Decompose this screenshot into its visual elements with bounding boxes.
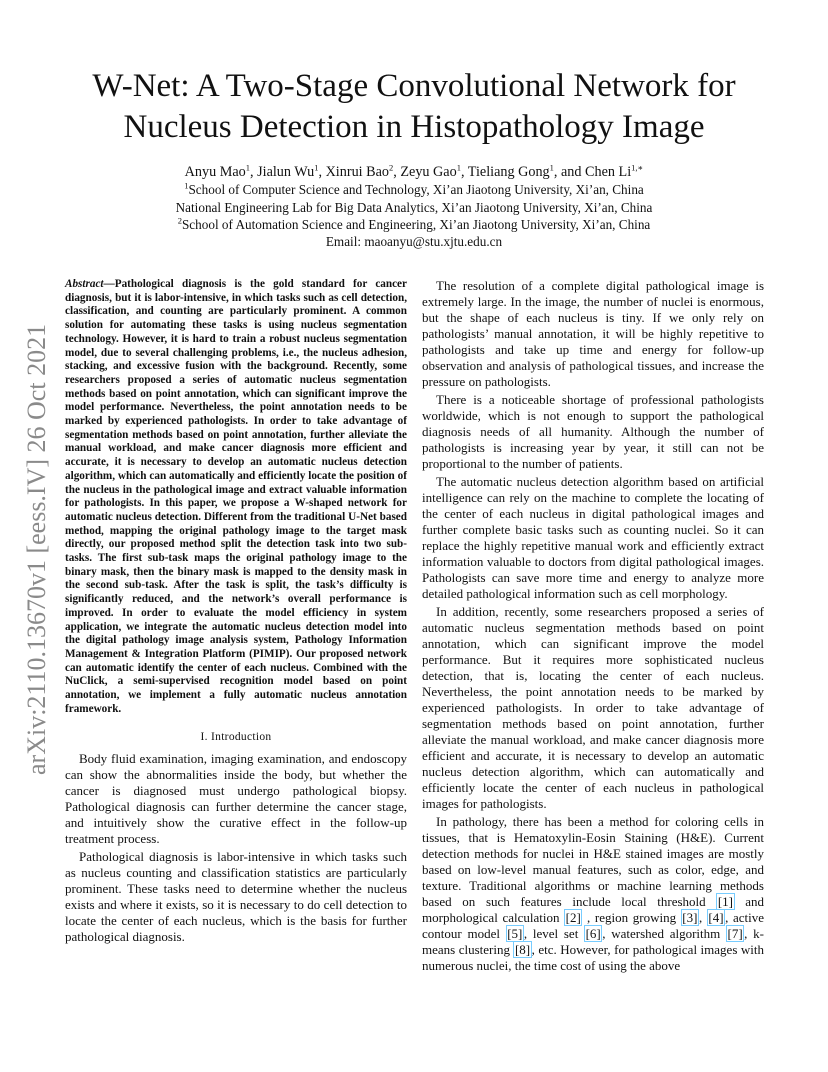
paragraph: In addition, recently, some researchers proposed a series of automatic nucleus segmentation methods based on point annotation, which can significant improve the model performance. But it requires more sophisticated nucleus detection, that is, locating the center of each nucleus. Nevertheless, the point annotation needs to be marked by experienced pathologists. In order to take advantage of segmentation methods based on point annotation, further alleviate the manual workload, and make cancer diagnosis more efficient and accurate, it is necessary to develop an automatic nucleus detection algorithm, which can automatically and efficiently locate the center of each nucleus in pathological images for pathologists. xyxy=(422,604,764,811)
author-affiliation-mark: 1 xyxy=(245,162,251,173)
author-affiliation-mark: 1 xyxy=(456,162,461,173)
citation-link[interactable]: [5] xyxy=(507,926,523,941)
citation-link[interactable]: [1] xyxy=(717,894,734,909)
paragraph-text: , level set xyxy=(523,926,585,941)
paragraph-text: , etc. However, for pathological images with numerous nuclei, the time cost of using the above xyxy=(422,942,764,973)
author: Chen Li xyxy=(585,164,632,180)
paragraph-text: , active contour model xyxy=(422,910,765,941)
affiliation-mark: 1 xyxy=(184,180,189,191)
paper-title xyxy=(40,66,788,148)
paragraph: The automatic nucleus detection algorithm based on artificial intelligence can rely on the machine to complete the locating of the center of each nucleus in digital pathological images and further complete basic tasks such as counting nuclei. So it can replace the highly repetitive manual work and efficiently extract information valuable to doctors from digital pathological images. Pathologists can save more time and energy to analyze more detailed pathological information such as cell morphology. xyxy=(422,474,764,601)
paragraph: The resolution of a complete digital pathological image is extremely large. In the image, the number of nuclei is enormous, but the shape of each nucleus is tiny. If we only rely on pathologists’ manual annotation, it will be highly repetitive to pathologists and take up time and energy for follow-up observation and analysis of pathological tissues, and increase the pressure on pathologists. xyxy=(422,278,764,389)
citation-link[interactable]: [6] xyxy=(585,926,601,941)
arxiv-identifier: arXiv:2110.13670v1 [eess.IV] 26 Oct 2021 xyxy=(22,323,51,775)
paragraph: There is a noticeable shortage of professional pathologists worldwide, which is not enough to support the pathological diagnosis needs of all humanity. Although the number of pathologists is increasing year by year, it still can not be proportional to the number of patients. xyxy=(422,392,764,471)
affiliation-1 xyxy=(40,181,788,199)
paragraph-text: , watershed algorithm xyxy=(602,926,726,941)
author: Tieliang Gong xyxy=(467,164,550,180)
affiliation-1b: National Engineering Lab for Big Data Analytics, Xi’an Jiaotong University, Xi’an, China xyxy=(175,200,653,215)
author-affiliation-mark: 1 xyxy=(549,162,554,173)
author: Jialun Wu xyxy=(257,164,315,180)
author: Zeyu Gao xyxy=(400,164,457,180)
citation-link[interactable]: [3] xyxy=(682,910,698,925)
author: Xinrui Bao xyxy=(325,164,390,180)
abstract-label: Abstract xyxy=(65,278,104,290)
affiliation-2 xyxy=(40,216,788,234)
paragraph xyxy=(422,814,764,974)
section-heading-introduction: I. Introduction xyxy=(200,730,272,743)
paragraph: Body fluid examination, imaging examination, and endoscopy can show the abnormalities inside the body, but whether the cancer is diagnosed must undergo pathological biopsy. Pathological diagnosis can further determine the cancer stage, and intuitively show the curative effect in the follow-up treatment process. xyxy=(65,750,407,846)
author-list: Anyu Mao$^1$, Jialun Wu$^1$, Xinrui Bao$^2$, Zeyu Gao$^1$, Tieliang Gong$^1$, and Chen $Li^{1,∗}$ xyxy=(184,162,644,180)
affiliation-mark: 2 xyxy=(177,215,182,226)
abstract-text: —Pathological diagnosis is the gold standard for cancer diagnosis, but it is labor-intensive, in which tasks such as cell detection, classification, and counting are particularly prominent. A common solution for automating these tasks is using nucleus segmentation technology. However, it is hard to train a robust nucleus segmentation model, due to several challenging problems, i.e., the nucleus adhesion, stacking, and excessive fusion with the background. Recently, some researchers proposed a series of automatic nucleus segmentation methods based on point annotation, which can significant improve the model performance. Nevertheless, the point annotation needs to be marked by experienced pathologists. In order to take advantage of segmentation methods based on point annotation, further alleviate the manual workload, and make cancer diagnosis more efficient and accurate, it is necessary to develop an automatic nucleus detection algorithm, which can automatically and efficiently locate the position of the nucleus in the pathological image and extract valuable information for pathologists. In this paper, we propose a W-shaped network for automatic nucleus detection. Different from the traditional U-Net based method, mapping the original pathology image to the target mask directly, our proposed method split the detection task into two sub-tasks. The first sub-task maps the original pathology image to the binary mask, then the binary mask is mapped to the density mask in the second sub-task. After the task is split, the task’s difficulty is significantly reduced, and the network’s overall performance is improved. In order to evaluate the model efficiency in system application, we integrate the automatic nucleus detection model into the digital pathology image analysis system, Pathology Information Management & Integration Platform (PIMIP). Our proposed network can automatic identify the center of each nucleus. Combined with the NuClick, a semi-supervised recognition model based on point annotation, we implement a fully automatic nucleus annotation framework. xyxy=(65,278,407,715)
title-line-2: Nucleus Detection in Histopathology Image xyxy=(123,109,705,145)
abstract xyxy=(65,278,407,717)
citation-link[interactable]: [8] xyxy=(514,942,531,957)
author: Anyu Mao xyxy=(184,164,246,180)
paragraph-text: , region growing xyxy=(582,910,681,925)
author-affiliation-mark: 2 xyxy=(389,162,394,173)
author-email: Email: maoanyu@stu.xjtu.edu.cn xyxy=(325,234,503,249)
paragraph-text: and morphological calculation xyxy=(422,894,764,925)
title-line-1: W-Net: A Two-Stage Convolutional Network for xyxy=(92,68,736,104)
left-column xyxy=(65,278,407,945)
citation-link[interactable]: [2] xyxy=(565,910,581,925)
affiliation-text: School of Computer Science and Technology, Xi’an Jiaotong University, Xi’an, China xyxy=(188,182,644,197)
right-column xyxy=(422,278,764,974)
citation-link[interactable]: [4] xyxy=(708,910,724,925)
paragraph-text: In pathology, there has been a method for coloring cells in tissues, that is Hematoxylin-Eosin Staining (H&E). Current detection methods for nuclei in H&E stained images are mostly based on low-level manual features, such as color, edge, and texture. Traditional algorithms or machine learning methods based on such features include local threshold xyxy=(422,814,764,909)
paragraph-text: , k-means clustering xyxy=(422,926,764,957)
affiliation-text: School of Automation Science and Engineering, Xi’an Jiaotong University, Xi’an, China xyxy=(181,217,651,232)
paragraph-text: , xyxy=(698,910,707,925)
paragraph: Pathological diagnosis is labor-intensive in which tasks such as nucleus counting and classification statistics are particularly prominent. These tasks need to determine whether the nucleus exists and where it exists, so it is necessary to do cell detection to locate the center of each nucleus, which is the basis for further pathological diagnosis. xyxy=(65,848,407,944)
citation-link[interactable]: [7] xyxy=(727,926,743,941)
author-affiliation-mark: 1,∗ xyxy=(631,162,644,173)
author-affiliation-mark: 1 xyxy=(314,162,319,173)
